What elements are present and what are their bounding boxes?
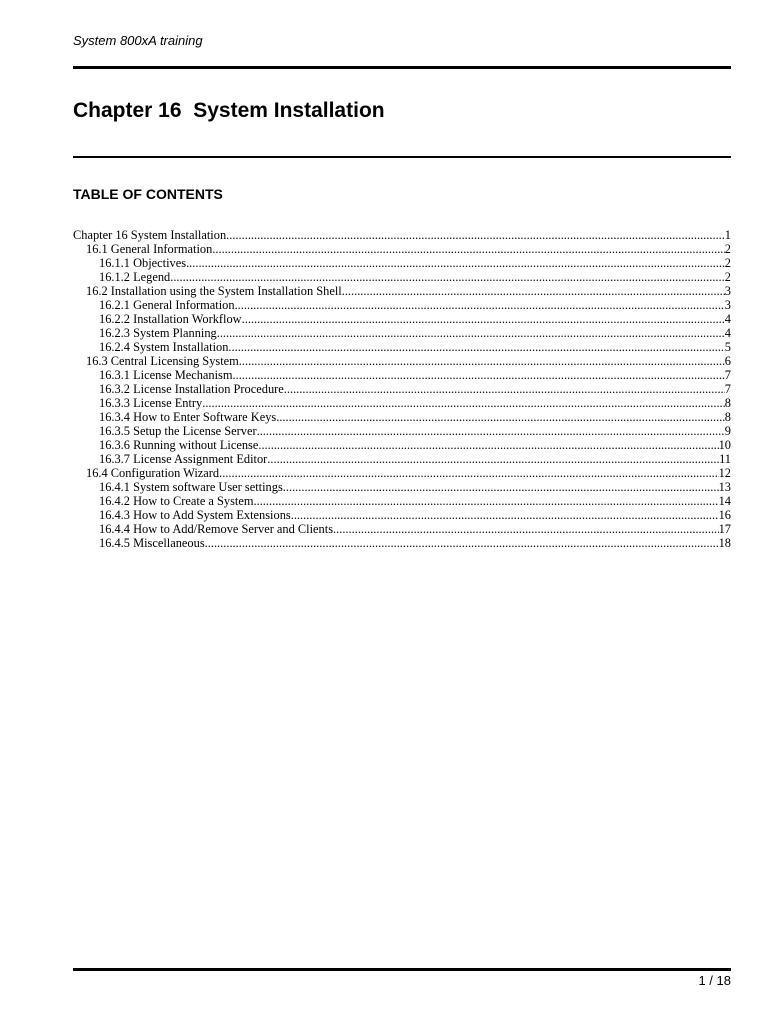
toc-entry-page: 2: [724, 270, 731, 284]
toc-entry-page: 7: [724, 382, 731, 396]
toc-entry-title: 16.2.4 System Installation: [99, 340, 229, 354]
toc-entry-page: 4: [724, 326, 731, 340]
dot-leader: [226, 228, 725, 242]
toc-entry-page: 10: [718, 438, 731, 452]
table-of-contents: [73, 228, 731, 550]
toc-entry[interactable]: [73, 396, 731, 410]
toc-entry-title: 16.2.1 General Information: [99, 298, 235, 312]
toc-entry[interactable]: [73, 326, 731, 340]
toc-entry-title: Chapter 16 System Installation: [73, 228, 227, 242]
toc-entry-title: 16.4.4 How to Add/Remove Server and Clients: [99, 522, 334, 536]
dot-leader: [239, 354, 725, 368]
dot-leader: [291, 508, 719, 522]
dot-leader: [170, 270, 725, 284]
toc-entry-page: 6: [724, 354, 731, 368]
dot-leader: [257, 424, 725, 438]
toc-entry-title: 16.2.2 Installation Workflow: [99, 312, 242, 326]
toc-entry[interactable]: [73, 340, 731, 354]
toc-entry-page: 2: [724, 242, 731, 256]
toc-entry[interactable]: [73, 536, 731, 550]
toc-entry[interactable]: [73, 354, 731, 368]
toc-entry-page: 3: [724, 284, 731, 298]
dot-leader: [242, 312, 725, 326]
toc-entry[interactable]: [73, 522, 731, 536]
title-rule: [73, 156, 731, 158]
toc-entry-title: 16.4 Configuration Wizard: [86, 466, 220, 480]
dot-leader: [333, 522, 719, 536]
toc-entry[interactable]: [73, 270, 731, 284]
toc-entry[interactable]: [73, 410, 731, 424]
toc-entry-title: 16.4.3 How to Add System Extensions: [99, 508, 291, 522]
toc-entry-title: 16.3.2 License Installation Procedure: [99, 382, 284, 396]
toc-heading: TABLE OF CONTENTS: [73, 186, 223, 202]
dot-leader: [342, 284, 725, 298]
dot-leader: [284, 382, 725, 396]
toc-entry-title: 16.4.5 Miscellaneous: [99, 536, 205, 550]
toc-entry[interactable]: [73, 466, 731, 480]
toc-entry[interactable]: [73, 256, 731, 270]
dot-leader: [258, 438, 718, 452]
toc-entry-page: 3: [724, 298, 731, 312]
toc-entry[interactable]: [73, 298, 731, 312]
dot-leader: [205, 536, 719, 550]
toc-entry-title: 16.2.3 System Planning: [99, 326, 217, 340]
toc-entry-page: 7: [724, 368, 731, 382]
toc-entry-page: 8: [724, 410, 731, 424]
toc-entry[interactable]: [73, 368, 731, 382]
dot-leader: [228, 340, 724, 354]
toc-entry-title: 16.3.4 How to Enter Software Keys: [99, 410, 277, 424]
toc-entry-title: 16.1 General Information: [86, 242, 213, 256]
toc-entry-title: 16.3 Central Licensing System: [86, 354, 239, 368]
toc-entry-page: 9: [724, 424, 731, 438]
dot-leader: [202, 396, 725, 410]
toc-entry-page: 16: [718, 508, 731, 522]
toc-entry-page: 2: [724, 256, 731, 270]
running-header: System 800xA training: [73, 33, 203, 48]
page-number: 1 / 18: [698, 973, 731, 988]
toc-entry-page: 4: [724, 312, 731, 326]
toc-entry-title: 16.2 Installation using the System Installation Shell: [86, 284, 342, 298]
dot-leader: [254, 494, 719, 508]
dot-leader: [235, 298, 725, 312]
toc-entry-page: 13: [718, 480, 731, 494]
toc-entry-page: 12: [718, 466, 731, 480]
header-rule: [73, 66, 731, 69]
toc-entry[interactable]: [73, 312, 731, 326]
toc-entry-page: 1: [724, 228, 731, 242]
toc-entry[interactable]: [73, 438, 731, 452]
toc-entry[interactable]: [73, 508, 731, 522]
toc-entry-title: 16.3.1 License Mechanism: [99, 368, 233, 382]
toc-entry-page: 8: [724, 396, 731, 410]
toc-entry[interactable]: [73, 424, 731, 438]
toc-entry[interactable]: [73, 480, 731, 494]
dot-leader: [283, 480, 719, 494]
dot-leader: [276, 410, 725, 424]
toc-entry[interactable]: [73, 242, 731, 256]
toc-entry-title: 16.1.1 Objectives: [99, 256, 187, 270]
toc-entry-page: 18: [718, 536, 731, 550]
toc-entry-title: 16.3.7 License Assignment Editor: [99, 452, 268, 466]
toc-entry-title: 16.4.1 System software User settings: [99, 480, 283, 494]
toc-entry-page: 11: [719, 452, 731, 466]
toc-entry-page: 5: [724, 340, 731, 354]
dot-leader: [219, 466, 718, 480]
toc-entry[interactable]: [73, 382, 731, 396]
dot-leader: [217, 326, 725, 340]
dot-leader: [267, 452, 719, 466]
dot-leader: [212, 242, 725, 256]
toc-entry-title: 16.4.2 How to Create a System: [99, 494, 254, 508]
toc-entry-title: 16.3.3 License Entry: [99, 396, 203, 410]
toc-entry-title: 16.3.5 Setup the License Server: [99, 424, 257, 438]
chapter-title: Chapter 16 System Installation: [73, 99, 385, 122]
dot-leader: [186, 256, 725, 270]
toc-entry[interactable]: [73, 284, 731, 298]
toc-entry-title: 16.1.2 Legend: [99, 270, 171, 284]
toc-entry[interactable]: [73, 494, 731, 508]
dot-leader: [233, 368, 725, 382]
toc-entry-page: 14: [718, 494, 731, 508]
toc-entry[interactable]: [73, 228, 731, 242]
toc-entry-page: 17: [718, 522, 731, 536]
toc-entry[interactable]: [73, 452, 731, 466]
footer-rule: [73, 968, 731, 971]
toc-entry-title: 16.3.6 Running without License: [99, 438, 259, 452]
